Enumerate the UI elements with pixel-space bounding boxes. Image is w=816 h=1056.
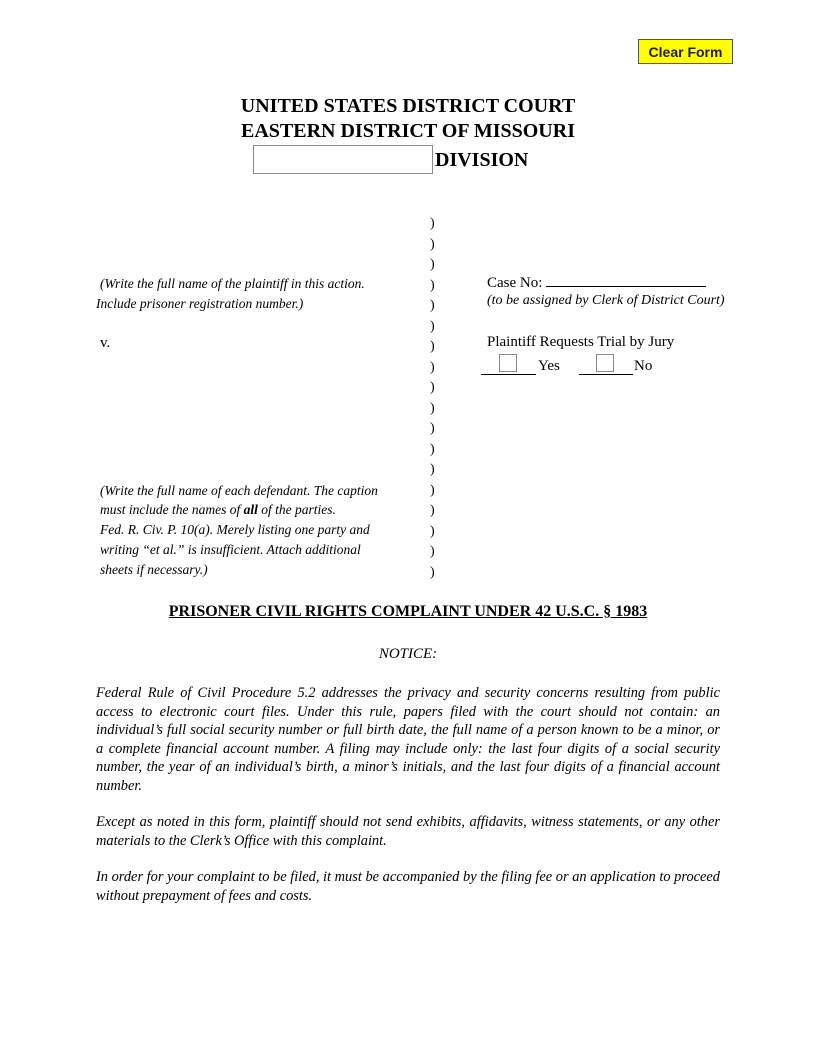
defendant-note-line5: sheets if necessary.) xyxy=(100,562,208,577)
defendant-note-line4: writing “et al.” is insufficient. Attach additional xyxy=(100,542,361,557)
case-number xyxy=(487,272,706,292)
case-number-label: Case No: xyxy=(487,275,543,291)
document-title xyxy=(0,603,816,621)
court-district: EASTERN DISTRICT OF MISSOURI xyxy=(241,120,575,142)
caption-paren: ) xyxy=(430,257,435,272)
defendant-note-line2-bold: all xyxy=(243,502,258,517)
notice-paragraph-filing-fee: In order for your complaint to be filed, it must be accompanied by the filing fee or an application to proceed without prepayment of fees and costs. xyxy=(96,869,720,904)
notice-paragraph-exhibits: Except as noted in this form, plaintiff should not send exhibits, affidavits, witness statements, or any other materials to the Clerk’s Office with this complaint. xyxy=(96,814,720,849)
jury-request-label: Plaintiff Requests Trial by Jury xyxy=(487,334,675,350)
division-label: DIVISION xyxy=(435,149,529,171)
defendant-note-line2-post: of the parties. xyxy=(261,502,336,517)
document-title-text: PRISONER CIVIL RIGHTS COMPLAINT UNDER 42 U.S.C. § 1983 xyxy=(168,603,648,620)
court-name: UNITED STATES DISTRICT COURT xyxy=(240,95,576,117)
plaintiff-note-line1: (Write the full name of the plaintiff in this action. xyxy=(100,276,365,291)
caption-paren: ) xyxy=(430,523,435,539)
jury-no-label: No xyxy=(634,358,653,374)
defendant-note-line3: Fed. R. Civ. P. 10(a). Merely listing one party and xyxy=(100,522,370,537)
caption-paren: ) xyxy=(430,339,435,354)
notice-heading: NOTICE: xyxy=(378,646,438,662)
caption-paren: ) xyxy=(430,236,435,252)
caption-paren: ) xyxy=(430,544,435,559)
caption-paren: ) xyxy=(430,564,435,580)
case-number-line xyxy=(546,272,706,287)
division-field[interactable] xyxy=(253,145,433,174)
versus-label: v. xyxy=(100,335,111,351)
case-assign-note: (to be assigned by Clerk of District Court) xyxy=(487,293,725,308)
caption-paren: ) xyxy=(430,359,435,375)
caption-paren: ) xyxy=(430,400,435,416)
jury-yes-checkbox[interactable] xyxy=(499,354,517,372)
jury-no-checkbox[interactable] xyxy=(596,354,614,372)
plaintiff-note-line2: Include prisoner registration number.) xyxy=(96,296,304,311)
defendant-note-line2-pre: must include the names of xyxy=(100,502,241,517)
caption-paren: ) xyxy=(430,482,435,498)
caption-paren: ) xyxy=(430,216,435,231)
caption-paren: ) xyxy=(430,441,435,457)
defendant-note-line2 xyxy=(100,500,336,520)
jury-yes-label: Yes xyxy=(538,358,560,374)
caption-paren: ) xyxy=(430,421,435,436)
caption-paren: ) xyxy=(430,503,435,518)
caption-divider xyxy=(430,214,442,583)
defendant-note-line1: (Write the full name of each defendant. The caption xyxy=(100,483,378,498)
caption-paren: ) xyxy=(430,298,435,313)
caption-paren: ) xyxy=(430,380,435,395)
notice-paragraph-privacy: Federal Rule of Civil Procedure 5.2 addresses the privacy and security concerns resulting from public access to electronic court files. Under this rule, papers filed with the court should not contain: an individual’s full social security number or full birth date, the full name of a person known to be a minor, or a complete financial account number. A filing may include only: the last four digits of a social security number, the year of an individual’s birth, a minor’s initials, and the last four digits of a financial account number. xyxy=(96,685,720,794)
caption-paren: ) xyxy=(430,277,435,293)
caption-paren: ) xyxy=(430,318,435,334)
caption-paren: ) xyxy=(430,462,435,477)
clear-form-button[interactable]: Clear Form xyxy=(638,39,733,64)
